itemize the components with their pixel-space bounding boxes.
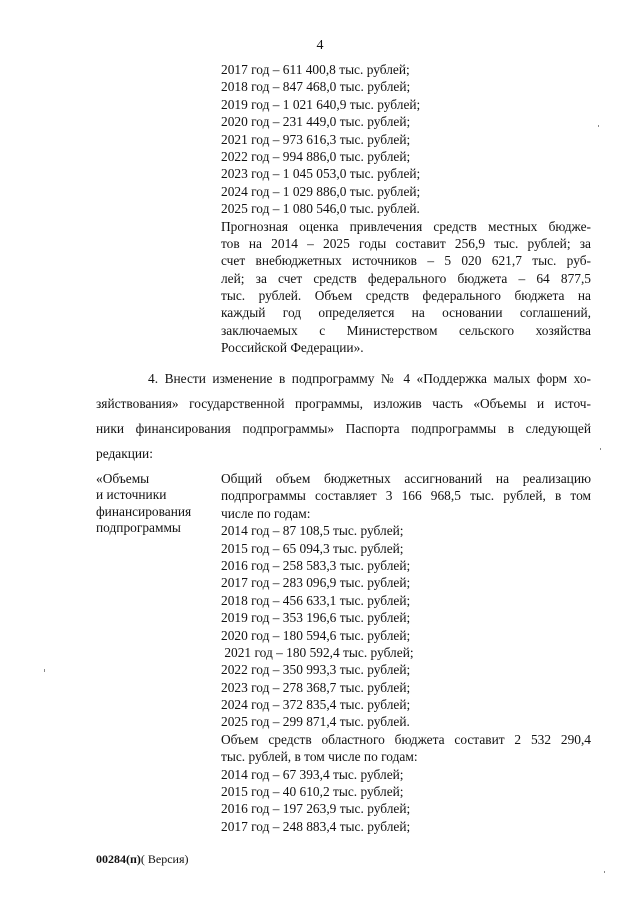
year-line: 2021 год – 973 616,3 тыс. рублей; — [221, 131, 411, 147]
year-line: 2014 год – 87 108,5 тыс. рублей; — [221, 523, 404, 539]
year-line: 2016 год – 258 583,3 тыс. рублей; — [221, 557, 411, 573]
year-line: 2024 год – 1 029 886,0 тыс. рублей; — [221, 183, 421, 199]
regional-year-line: 2016 год – 197 263,9 тыс. рублей; — [221, 801, 411, 817]
year-line: 2018 год – 456 633,1 тыс. рублей; — [221, 592, 411, 608]
year-line: 2020 год – 231 449,0 тыс. рублей; — [221, 114, 411, 130]
year-line: 2023 год – 1 045 053,0 тыс. рублей; — [221, 166, 421, 182]
scan-speck — [600, 448, 601, 450]
forecast-line: Российской Федерации». — [221, 340, 364, 356]
year-line: 2025 год – 299 871,4 тыс. рублей. — [221, 714, 410, 730]
table-label: финансирования — [96, 503, 192, 519]
scan-speck — [598, 125, 599, 127]
paragraph-line: редакции: — [96, 446, 153, 461]
year-line: 2017 год – 611 400,8 тыс. рублей; — [221, 62, 410, 77]
amendment-paragraph — [96, 366, 591, 466]
forecast-line: Прогнозная оценка привлечения средств местных бюдже- — [221, 218, 591, 234]
year-line: 2024 год – 372 835,4 тыс. рублей; — [221, 697, 411, 713]
regional-intro-line: Объем средств областного бюджета составит 2 532 290,4 — [221, 731, 591, 747]
year-line: 2022 год – 350 993,3 тыс. рублей; — [221, 662, 411, 678]
regional-year-line: 2015 год – 40 610,2 тыс. рублей; — [221, 784, 404, 800]
forecast-line: лей; за счет средств федерального бюджета – 64 877,5 — [221, 270, 591, 286]
table-label: «Объемы — [96, 471, 150, 486]
year-line: 2023 год – 278 368,7 тыс. рублей; — [221, 679, 411, 695]
year-line: 2022 год – 994 886,0 тыс. рублей; — [221, 148, 411, 164]
intro-line: числе по годам: — [221, 505, 311, 521]
paragraph-line: зяйствования» государственной программы, изложив часть «Объемы и источ- — [96, 396, 591, 411]
table-label-column — [96, 470, 216, 537]
year-line: 2020 год – 180 594,6 тыс. рублей; — [221, 627, 411, 643]
document-footer — [96, 852, 189, 867]
intro-line: Общий объем бюджетных ассигнований на реализацию — [221, 471, 591, 486]
funding-continuation — [221, 61, 591, 357]
scan-speck — [604, 871, 605, 873]
table-label: и источники — [96, 487, 167, 503]
scan-speck — [44, 669, 45, 672]
regional-year-line: 2017 год – 248 883,4 тыс. рублей; — [221, 818, 411, 834]
forecast-line: счет внебюджетных источников – 5 020 621,7 тыс. руб- — [221, 253, 591, 269]
forecast-line: тыс. рублей. Объем средств федерального бюджета на — [221, 288, 591, 304]
forecast-line: тов на 2014 – 2025 годы составит 256,9 тыс. рублей; за — [221, 235, 591, 251]
year-line: 2018 год – 847 468,0 тыс. рублей; — [221, 79, 411, 95]
year-line: 2017 год – 283 096,9 тыс. рублей; — [221, 575, 411, 591]
table-label: подпрограммы — [96, 520, 181, 536]
year-line: 2021 год – 180 592,4 тыс. рублей; — [221, 644, 414, 660]
page-number: 4 — [316, 38, 324, 53]
year-line: 2025 год – 1 080 546,0 тыс. рублей. — [221, 201, 420, 217]
forecast-line: каждый год определяется на основании соглашений, — [221, 305, 591, 321]
paragraph-line: ники финансирования подпрограммы» Паспорта подпрограммы в следующей — [96, 421, 591, 436]
table-content-column — [221, 470, 591, 835]
year-line: 2015 год – 65 094,3 тыс. рублей; — [221, 540, 404, 556]
regional-intro-line: тыс. рублей, в том числе по годам: — [221, 749, 418, 765]
regional-year-line: 2014 год – 67 393,4 тыс. рублей; — [221, 766, 404, 782]
year-line: 2019 год – 353 196,6 тыс. рублей; — [221, 610, 411, 626]
version-label: ( Версия) — [140, 852, 189, 866]
forecast-line: заключаемых с Министерством сельского хозяйства — [221, 322, 591, 338]
year-line: 2019 год – 1 021 640,9 тыс. рублей; — [221, 96, 421, 112]
paragraph-line: 4. Внести изменение в подпрограмму № 4 «Поддержка малых форм хо- — [96, 371, 591, 386]
intro-line: подпрограммы составляет 3 166 968,5 тыс. рублей, в том — [221, 488, 591, 504]
document-code: 00284(п) — [96, 852, 141, 866]
